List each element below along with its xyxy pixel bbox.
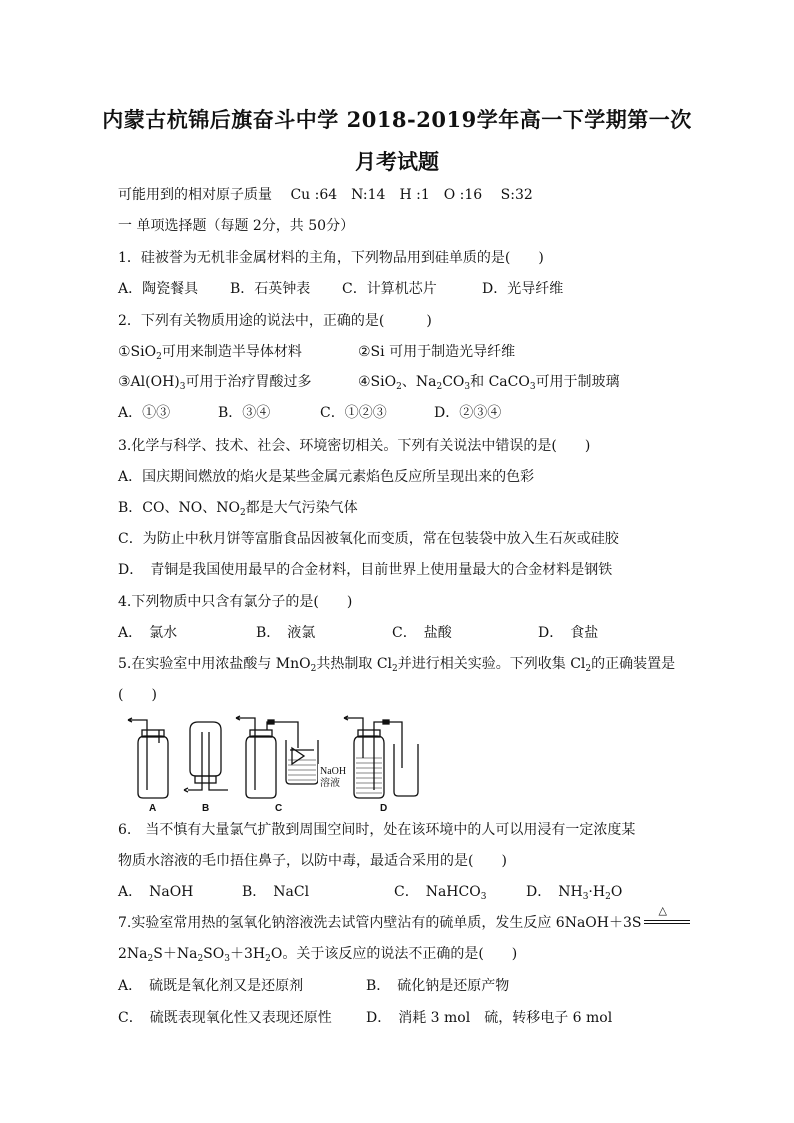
option-a: A． 硫既是氧化剂又是还原剂 xyxy=(118,978,304,994)
question-3-option-b: B．CO、NO、$NO_2$都是大气污染气体 xyxy=(118,500,358,518)
statement-4: ④SiO$_2$、$Na_2CO_3$和 CaCO$_3$可用于制玻璃 xyxy=(358,374,620,392)
question-7-stem: 7.实验室常用热的氢氧化钠溶液洗去试管内壁沾有的硫单质，发生反应 6NaOH＋3S △ xyxy=(118,913,692,933)
apparatus-b xyxy=(184,722,228,792)
question-3-option-a: A．国庆期间燃放的焰火是某些金属元素焰色反应所呈现出来的色彩 xyxy=(118,469,535,485)
option-b: B．③④ xyxy=(218,405,271,421)
liquid-d xyxy=(356,758,382,793)
label-d: D xyxy=(380,803,388,812)
question-3-option-d: D． 青铜是我国使用最早的合金材料，目前世界上使用量最大的合金材料是钢铁 xyxy=(118,562,613,578)
option-c: C． 硫既表现氧化性又表现还原性 xyxy=(118,1010,332,1026)
apparatus-a xyxy=(128,718,168,798)
question-4-stem: 4.下列物质中只含有氯分子的是( ) xyxy=(118,594,353,610)
option-b: B． NaCl xyxy=(242,884,310,900)
option-b: B． 硫化钠是还原产物 xyxy=(366,978,510,994)
page-title-continued: 月考试题 xyxy=(355,149,439,174)
label-a: A xyxy=(149,803,157,812)
option-d: D． 食盐 xyxy=(538,625,599,641)
option-a: A． 氯水 xyxy=(118,625,178,641)
naoh-label: NaOH xyxy=(320,766,347,777)
question-7-equation: $2Na_2S+Na_2SO_3+3H_2O$。关于该反应的说法不正确的是( ) xyxy=(118,946,518,964)
option-d: D．②③④ xyxy=(434,405,502,421)
option-a: A．陶瓷餐具 xyxy=(118,281,199,297)
option-c: C．计算机芯片 xyxy=(342,281,437,297)
atomic-masses: 可能用到的相对原子质量 Cu :64 N:14 H :1 O :16 S:32 xyxy=(118,187,533,203)
question-6-stem-continued: 物质水溶液的毛巾捂住鼻子，以防中毒，最适合采用的是( ) xyxy=(118,853,507,869)
statement-1: ①SiO$_2$可用来制造半导体材料 xyxy=(118,344,302,362)
option-b: B．石英钟表 xyxy=(230,281,311,297)
option-c: C． 盐酸 xyxy=(392,625,452,641)
option-c: C． NaHCO$_3$ xyxy=(394,884,487,902)
question-3-option-c: C．为防止中秋月饼等富脂食品因被氧化而变质，常在包装袋中放入生石灰或硅胶 xyxy=(118,531,619,547)
question-5-stem: 5.在实验室中用浓盐酸与 MnO$_2$共热制取 $Cl_2$并进行相关实验。下列收集 $Cl_2$的正确装置是 xyxy=(118,656,676,674)
option-d: D． $NH_3\cdot H_2O$ xyxy=(526,884,623,902)
statement-2: ②Si 可用于制造光导纤维 xyxy=(358,344,516,360)
apparatus-d xyxy=(344,716,418,798)
statement-3: $③Al(OH)_3$可用于治疗胃酸过多 xyxy=(118,374,312,392)
heating-condition-sign: △ xyxy=(644,913,690,933)
gas-collection-apparatus-figure xyxy=(118,708,438,812)
label-c: C xyxy=(275,803,283,812)
option-b: B． 液氯 xyxy=(256,625,316,641)
option-a: A． NaOH xyxy=(118,884,194,900)
apparatus-c xyxy=(236,716,318,798)
naoh-label-solution: 溶液 xyxy=(320,778,340,789)
option-c: C．①②③ xyxy=(320,405,387,421)
question-5-stem-continued: ( ) xyxy=(118,687,157,703)
page-title: 内蒙古杭锦后旗奋斗中学 2018-2019学年高一下学期第一次 xyxy=(102,107,692,132)
section-heading: 一 单项选择题（每题 2分，共 50分） xyxy=(118,218,355,234)
question-3-stem: 3.化学与科学、技术、社会、环境密切相关。下列有关说法中错误的是( ) xyxy=(118,438,591,454)
question-6-stem: 6. 当不慎有大量氯气扩散到周围空间时，处在该环境中的人可以用浸有一定浓度某 xyxy=(118,822,636,838)
label-b: B xyxy=(202,803,210,812)
question-1-stem: 1．硅被誉为无机非金属材料的主角，下列物品用到硅单质的是( ) xyxy=(118,250,544,266)
option-a: A．①③ xyxy=(118,405,171,421)
question-2-stem: 2．下列有关物质用途的说法中，正确的是( ) xyxy=(118,313,432,329)
option-d: D． 消耗 3 mol 硫，转移电子 6 mol xyxy=(366,1010,613,1026)
option-d: D．光导纤维 xyxy=(482,281,564,297)
